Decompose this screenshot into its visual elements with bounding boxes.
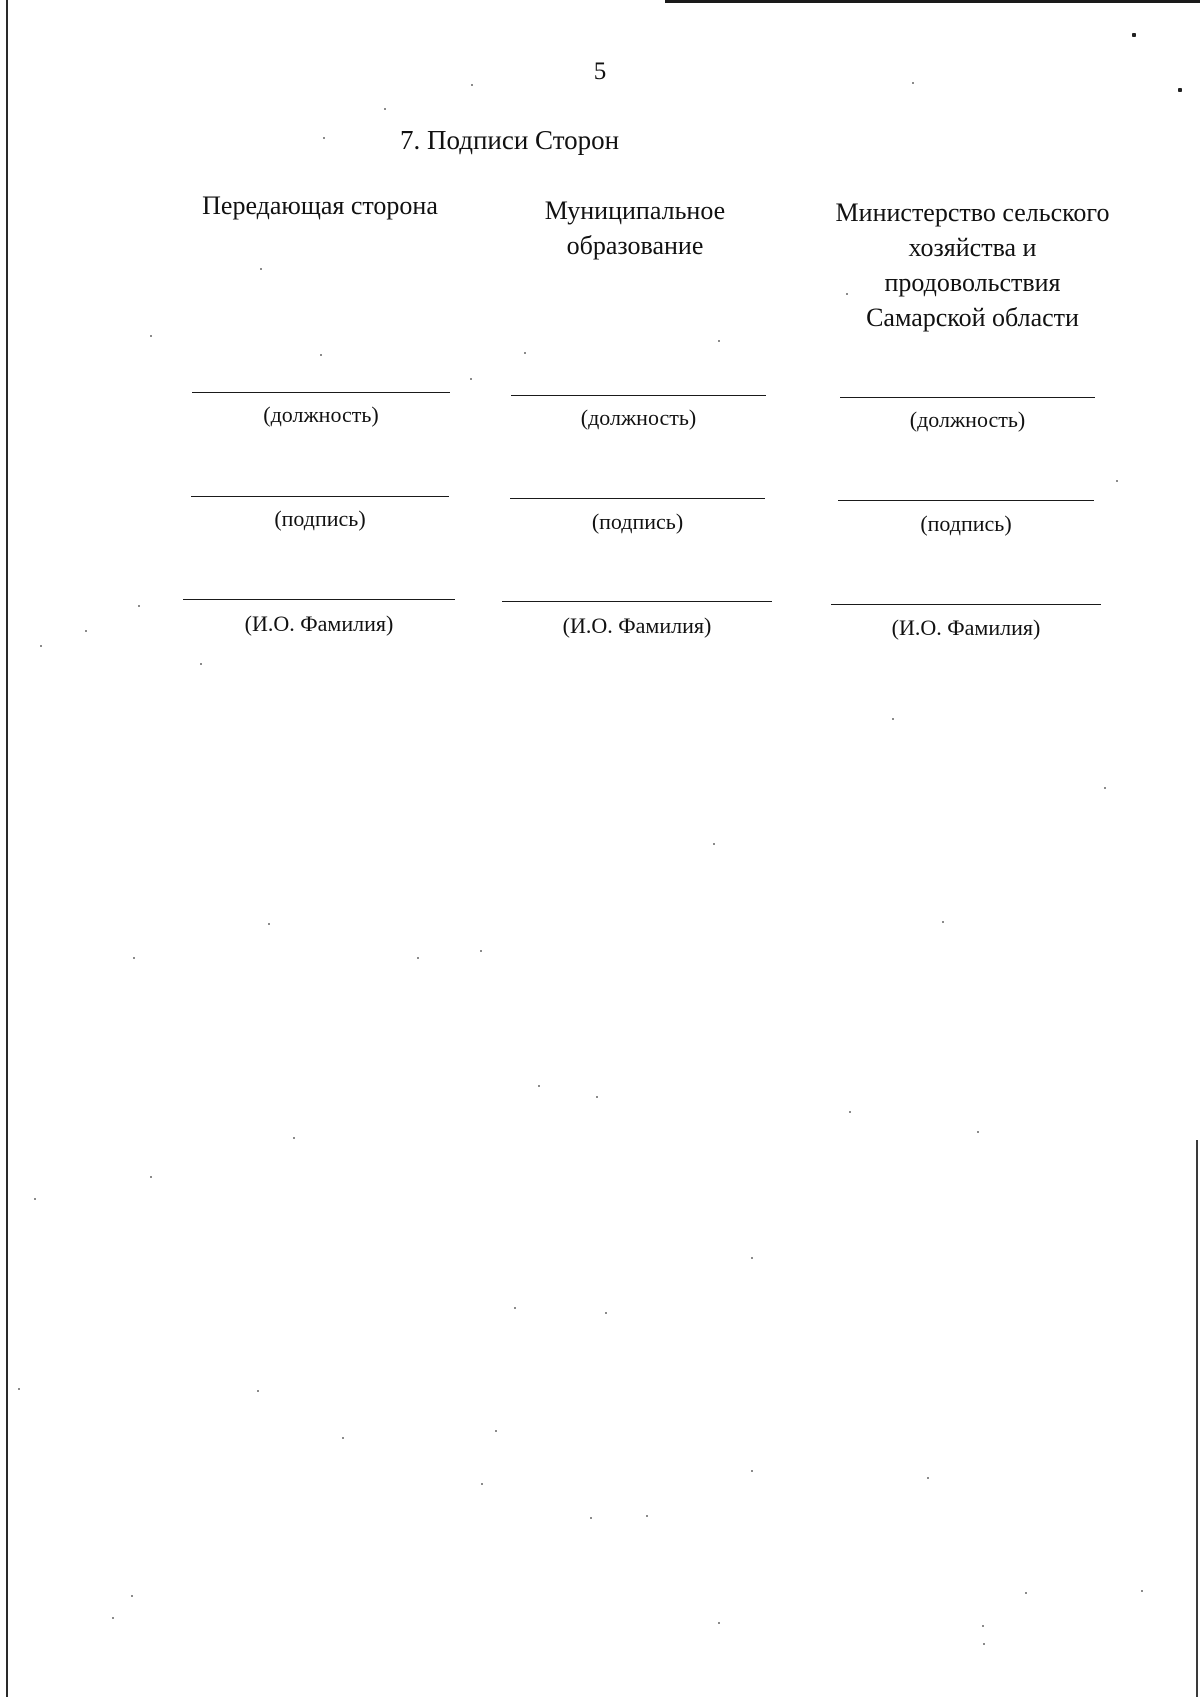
scan-speck bbox=[268, 923, 270, 925]
scan-speck bbox=[131, 1595, 133, 1597]
signature-line bbox=[191, 496, 449, 497]
scan-speck bbox=[1178, 88, 1182, 92]
section-title-text: 7. Подписи Сторон bbox=[400, 125, 620, 155]
scan-speck bbox=[1116, 480, 1118, 482]
name-line bbox=[502, 601, 772, 602]
signature-caption: (подпись) bbox=[591, 509, 684, 534]
scan-speck bbox=[892, 718, 894, 720]
scan-speck bbox=[342, 1437, 344, 1439]
scan-edge-top bbox=[665, 0, 1200, 3]
scan-speck bbox=[605, 1312, 607, 1314]
scan-speck bbox=[1104, 787, 1106, 789]
scan-speck bbox=[1141, 1590, 1143, 1592]
scan-speck bbox=[480, 950, 482, 952]
scan-speck bbox=[927, 1477, 929, 1479]
scan-speck bbox=[257, 1390, 259, 1392]
scan-speck bbox=[718, 340, 720, 342]
page-number: 5 bbox=[593, 58, 607, 85]
signature-caption: (подпись) bbox=[274, 506, 366, 531]
scan-speck bbox=[1025, 1592, 1027, 1594]
party-title-municipality: Муниципальное образование bbox=[544, 196, 726, 260]
scan-speck bbox=[524, 352, 526, 354]
scan-edge-left bbox=[6, 0, 8, 1697]
name-line bbox=[831, 604, 1101, 605]
position-caption: (должность) bbox=[909, 407, 1026, 432]
signature-caption: (подпись) bbox=[920, 511, 1012, 536]
party-title-transferring-side: Передающая сторона bbox=[202, 191, 438, 220]
scan-speck bbox=[112, 1617, 114, 1619]
scan-speck bbox=[40, 645, 42, 647]
scan-speck bbox=[384, 108, 386, 110]
signature-line bbox=[510, 498, 765, 499]
scan-speck bbox=[538, 1085, 540, 1087]
scan-speck bbox=[751, 1257, 753, 1259]
scan-speck bbox=[596, 1096, 598, 1098]
scan-speck bbox=[417, 957, 419, 959]
scan-speck bbox=[718, 1622, 720, 1624]
scan-speck bbox=[150, 335, 152, 337]
scan-speck bbox=[495, 1430, 497, 1432]
scan-speck bbox=[138, 605, 140, 607]
scan-speck bbox=[320, 354, 322, 356]
position-caption: (должность) bbox=[580, 405, 697, 430]
scan-speck bbox=[942, 921, 944, 923]
scan-speck bbox=[590, 1517, 592, 1519]
scan-speck bbox=[85, 630, 87, 632]
scan-speck bbox=[471, 84, 473, 86]
scan-speck bbox=[983, 1643, 985, 1645]
position-caption: (должность) bbox=[263, 402, 379, 427]
scan-speck bbox=[470, 378, 472, 380]
name-caption: (И.О. Фамилия) bbox=[562, 613, 712, 638]
section-title bbox=[312, 124, 712, 156]
scan-speck bbox=[481, 1483, 483, 1485]
position-line bbox=[840, 397, 1095, 398]
scan-speck bbox=[751, 1470, 753, 1472]
scan-speck bbox=[260, 268, 262, 270]
scan-speck bbox=[34, 1198, 36, 1200]
position-line bbox=[192, 392, 450, 393]
scan-speck bbox=[977, 1131, 979, 1133]
scan-speck bbox=[200, 663, 202, 665]
scan-speck bbox=[912, 82, 914, 84]
party-title-ministry: Министерство сельского хозяйства и продовольствия Самарской области bbox=[835, 198, 1110, 332]
scan-speck bbox=[849, 1111, 851, 1113]
scan-edge-right bbox=[1196, 1140, 1198, 1697]
scan-speck bbox=[982, 1625, 984, 1627]
name-caption: (И.О. Фамилия) bbox=[891, 615, 1041, 640]
scan-speck bbox=[514, 1307, 516, 1309]
scan-speck bbox=[1132, 33, 1136, 37]
scan-speck bbox=[713, 843, 715, 845]
name-line bbox=[183, 599, 455, 600]
scan-speck bbox=[18, 1388, 20, 1390]
name-caption: (И.О. Фамилия) bbox=[244, 611, 394, 636]
scan-speck bbox=[133, 957, 135, 959]
signature-line bbox=[838, 500, 1094, 501]
scan-speck bbox=[150, 1176, 152, 1178]
scan-speck bbox=[646, 1515, 648, 1517]
position-line bbox=[511, 395, 766, 396]
scan-speck bbox=[293, 1137, 295, 1139]
